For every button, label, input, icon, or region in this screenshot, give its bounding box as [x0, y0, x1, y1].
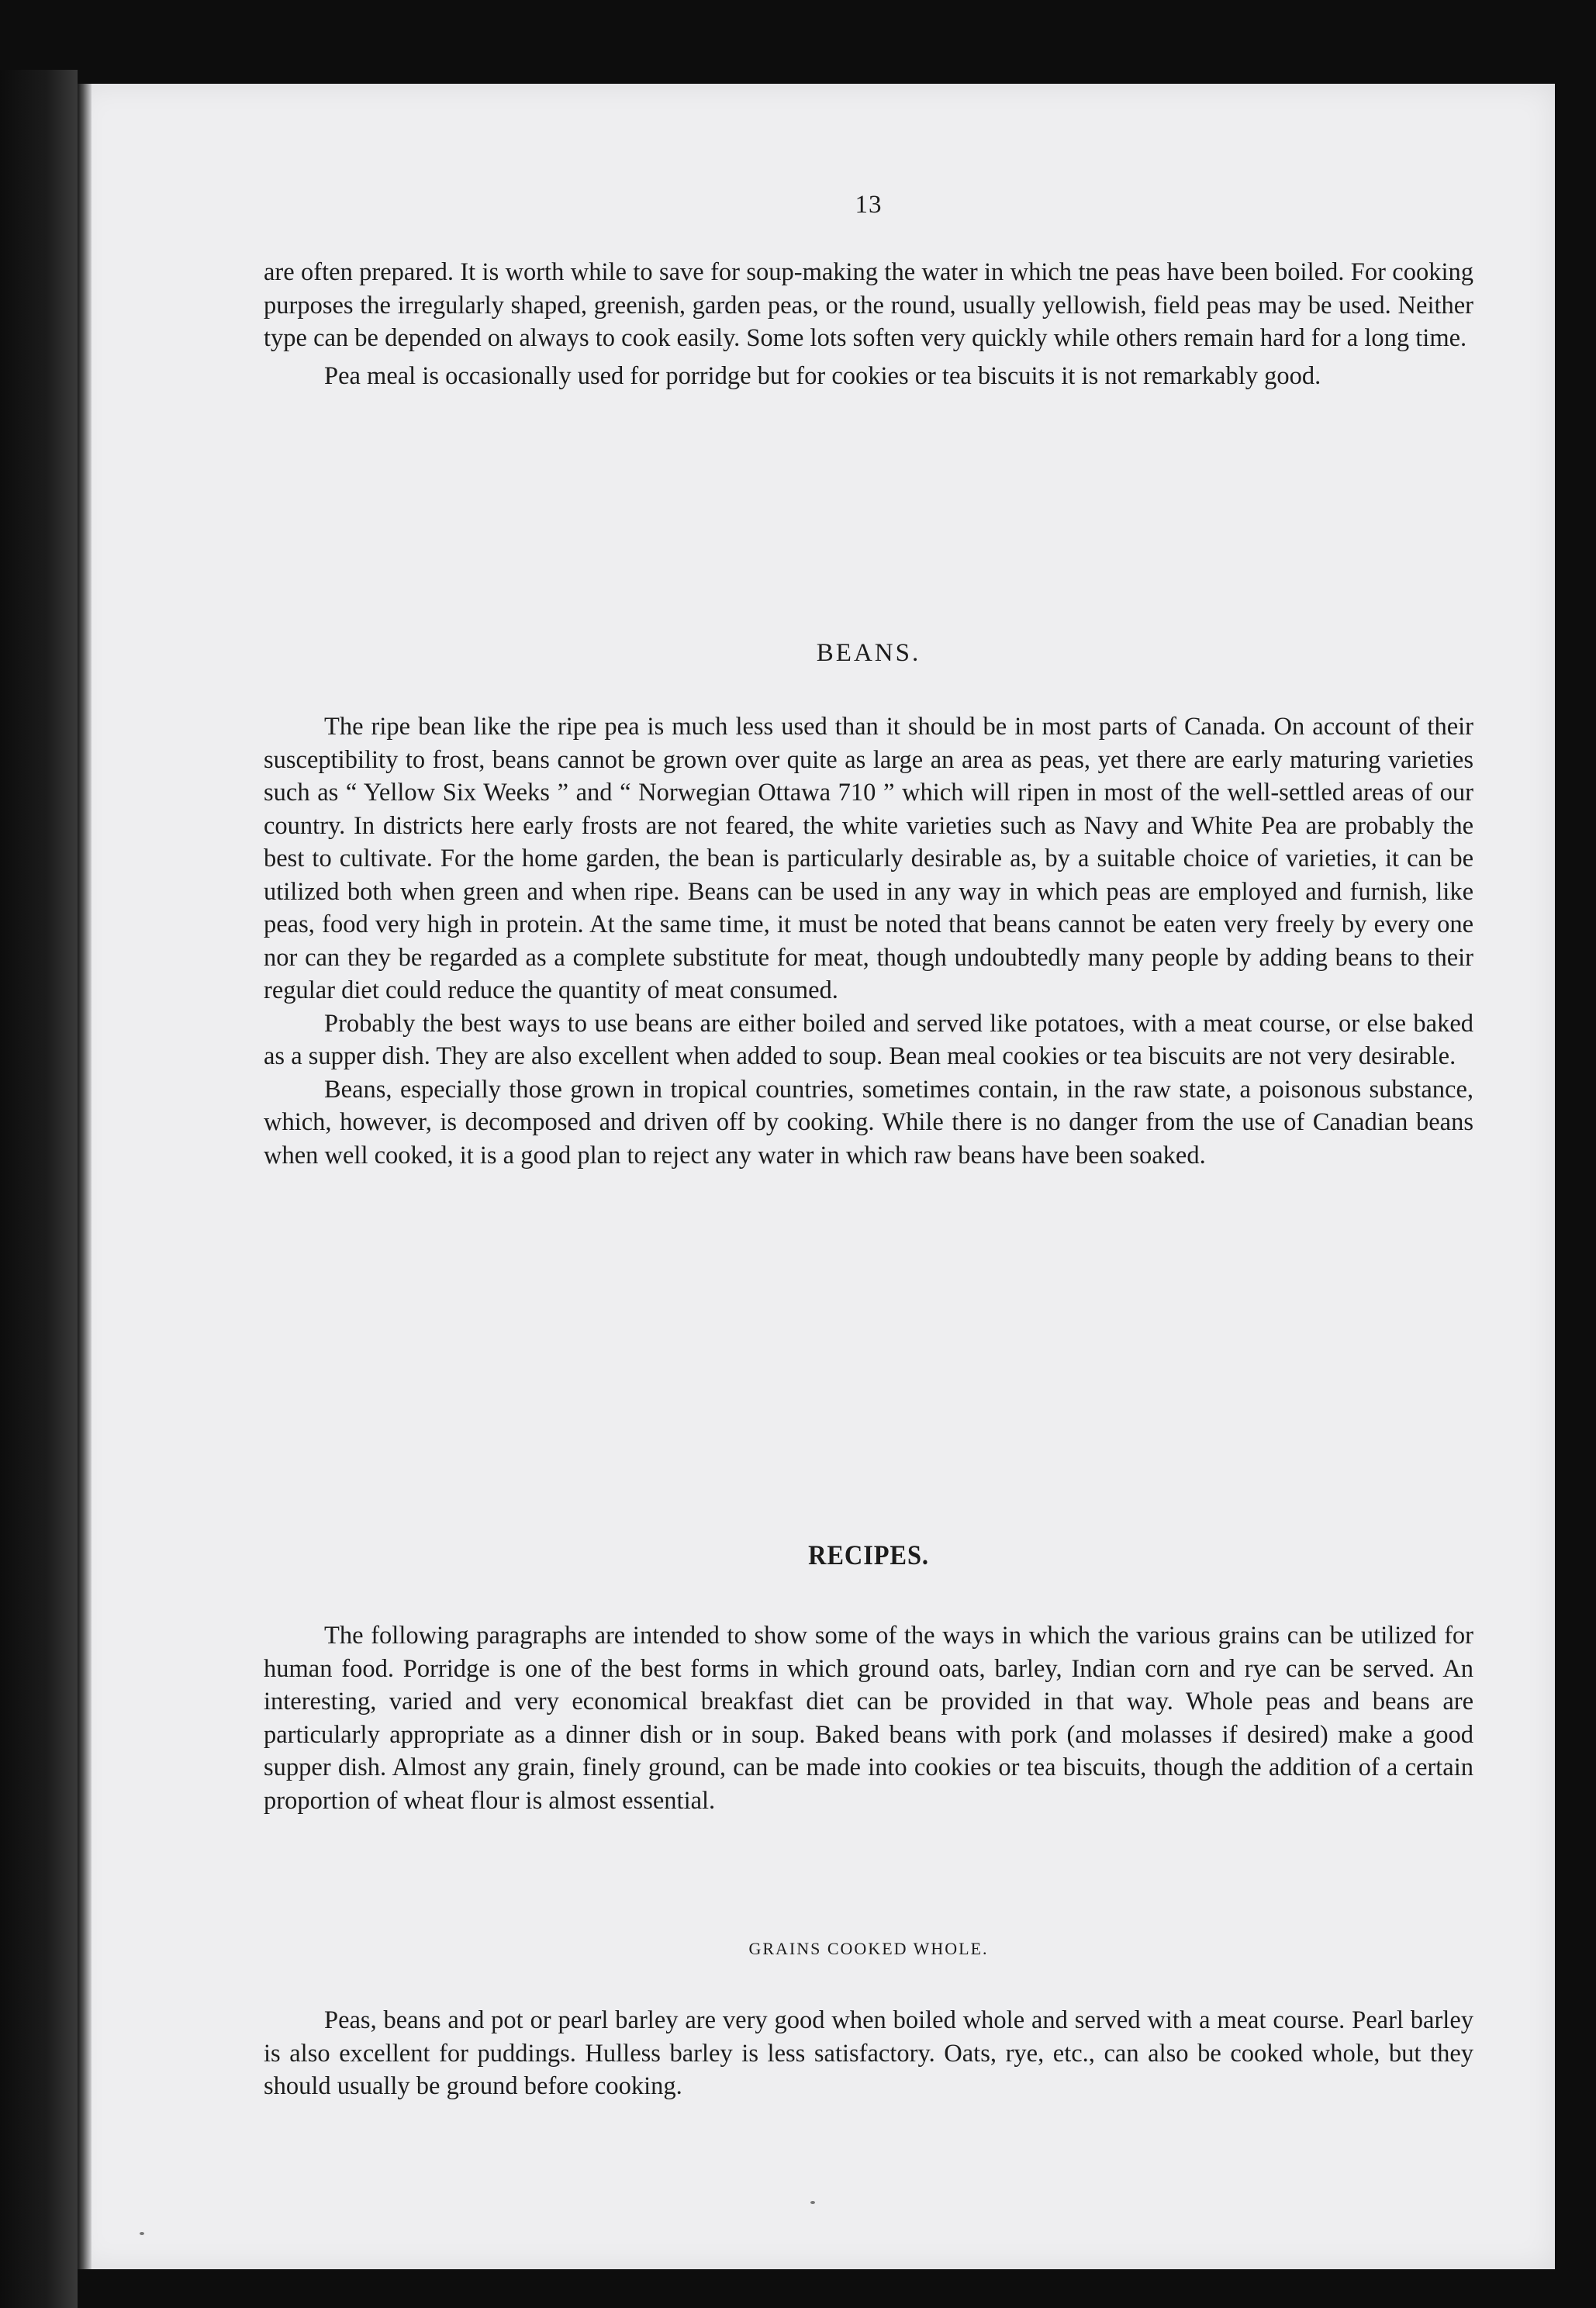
binding-edge: [78, 84, 92, 2269]
section-heading-beans: BEANS.: [816, 639, 921, 667]
facing-page-edge: [0, 70, 78, 2308]
paragraph: Peas, beans and pot or pearl barley are very good when boiled whole and served with a meat course. Pearl barley is also excellent for puddings. Hulless barley is less satisfactory. Oats, rye, etc., can also be cooked whole, but they should usually be ground before cooking.: [264, 2006, 1473, 2100]
paragraph: Pea meal is occasionally used for porridge but for cookies or tea biscuits it is not remarkably good.: [324, 361, 1321, 390]
grains-section: [264, 2004, 1473, 2103]
intro-section: [264, 256, 1473, 392]
paragraph: are often prepared. It is worth while to save for soup-making the water in which tne peas have been boiled. For cooking purposes the irregularly shaped, greenish, garden peas, or the round, usually yellowish, field peas may be used. Neither type can be depended on always to cook easily. Some lots soften very quickly while others remain hard for a long time.: [264, 258, 1473, 352]
book-page: [78, 84, 1555, 2269]
section-heading-recipes: RECIPES.: [808, 1539, 929, 1570]
paragraph: The following paragraphs are intended to show some of the ways in which the various grains can be utilized for human food. Porridge is one of the best forms in which ground oats, barley, Indian corn and rye can be served. An interesting, varied and very economical breakfast diet can be provided in that way. Whole peas and beans are particularly appropriate as a dinner dish or in soup. Baked beans with pork (and molasses if desired) make a good supper dish. Almost any grain, finely ground, can be made into cookies or tea biscuits, though the addition of a certain proportion of wheat flour is almost essential.: [264, 1622, 1473, 1815]
paragraph: Beans, especially those grown in tropical countries, sometimes contain, in the raw state, a poisonous substance, which, however, is decomposed and driven off by cooking. While there is no danger from the use of Canadian beans when well cooked, it is a good plan to reject any water in which raw beans have been soaked.: [264, 1075, 1473, 1170]
recipes-section: [264, 1619, 1473, 1817]
paragraph: The ripe bean like the ripe pea is much less used than it should be in most parts of Canada. On account of their susceptibility to frost, beans cannot be grown over quite as large an area as peas, yet there are early maturing varieties such as “ Yellow Six Weeks ” and “ Norwegian Ottawa 710 ” which will ripen in most of the well-settled areas of our country. In districts here early frosts are not feared, the white varieties such as Navy and White Pea are probably the best to cultivate. For the home garden, the bean is particularly desirable as, by a suitable choice of varieties, it can be utilized both when green and when ripe. Beans can be used in any way in which peas are employed and furnish, like peas, food very high in protein. At the same time, it must be noted that beans cannot be eaten very freely by every one nor can they be regarded as a complete substitute for meat, though undoubtedly many people by adding beans to their regular diet could reduce the quantity of meat consumed.: [264, 713, 1473, 1004]
page-number: 13: [855, 191, 883, 219]
scan-speck: [810, 2201, 815, 2204]
scan-speck: [140, 2232, 144, 2235]
beans-section: [264, 710, 1473, 1172]
subheading-grains-cooked-whole: GRAINS COOKED WHOLE.: [748, 1939, 989, 1958]
paragraph: Probably the best ways to use beans are either boiled and served like potatoes, with a meat course, or else baked as a supper dish. They are also excellent when added to soup. Bean meal cookies or tea biscuits are not very desirable.: [264, 1009, 1473, 1070]
